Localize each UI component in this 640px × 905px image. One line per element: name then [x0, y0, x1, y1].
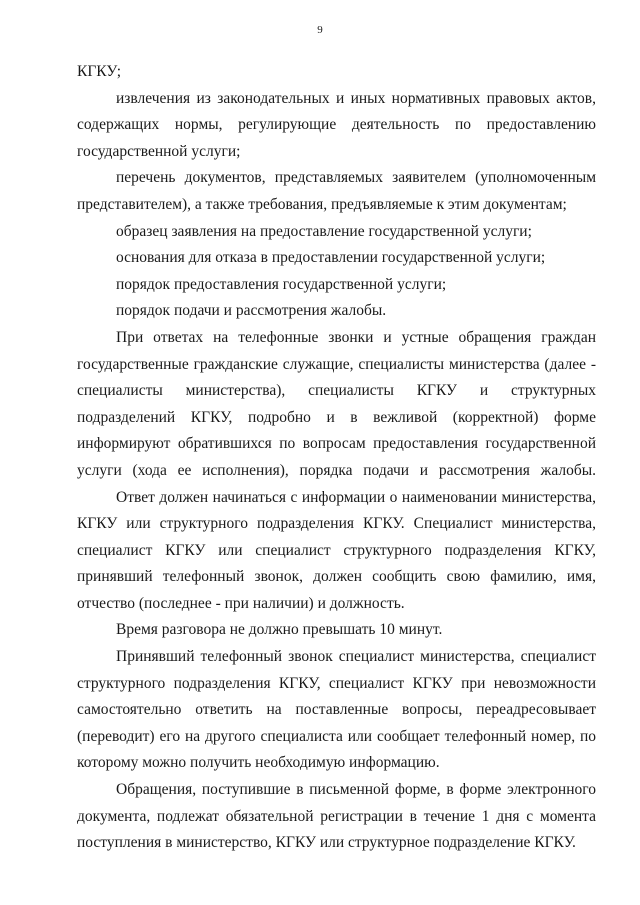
- document-body: [77, 59, 596, 857]
- paragraph-phone-answers: При ответах на телефонные звонки и устные обращения граждан государственные гражданские служащие, специалисты министерства (далее - специалисты министерства), специалисты КГКУ и структурных подразделений КГКУ, подробно и в вежливой (корректной) форме информируют обратившихся по вопросам предоставления государственной услуги (хода ее исполнения), порядка подачи и рассмотрения жалобы.: [77, 328, 596, 479]
- paragraph-list-item-complaints: порядок подачи и рассмотрения жалобы.: [116, 302, 387, 320]
- paragraph-call-duration: Время разговора не должно превышать 10 минут.: [116, 621, 443, 639]
- paragraph-list-continuation: КГКУ;: [77, 63, 122, 80]
- paragraph-list-item-documents: перечень документов, представляемых заявителем (уполномоченным представителем), а также требования, предъявляемые к этим документам;: [77, 169, 596, 213]
- paragraph-list-item-refusal-grounds: основания для отказа в предоставлении государственной услуги;: [116, 249, 546, 267]
- paragraph-list-item-extracts: извлечения из законодательных и иных нормативных правовых актов, содержащих нормы, регулирующие деятельность по предоставлению государственной услуги;: [77, 89, 596, 160]
- paragraph-list-item-procedure: порядок предоставления государственной услуги;: [116, 275, 447, 293]
- paragraph-call-redirect: Принявший телефонный звонок специалист министерства, специалист структурного подразделения КГКУ, специалист КГКУ при невозможности самостоятельно ответить на поставленные вопросы, переадресовывает (переводит) его на другого специалиста или сообщает телефонный номер, по которому можно получить необходимую информацию.: [77, 648, 596, 772]
- page-number: 9: [317, 24, 323, 36]
- paragraph-written-requests: Обращения, поступившие в письменной форме, в форме электронного документа, подлежат обязательной регистрации в течение 1 дня с момента поступления в министерство, КГКУ или структурное подразделение КГКУ.: [77, 781, 596, 852]
- paragraph-list-item-application-sample: образец заявления на предоставление государственной услуги;: [116, 222, 532, 240]
- paragraph-answer-start: Ответ должен начинаться с информации о наименовании министерства, КГКУ или структурного подразделения КГКУ. Специалист министерства, специалист КГКУ или специалист структурного подразделения КГКУ, принявший телефонный звонок, должен сообщить свою фамилию, имя, отчество (последнее - при наличии) и должность.: [77, 488, 596, 612]
